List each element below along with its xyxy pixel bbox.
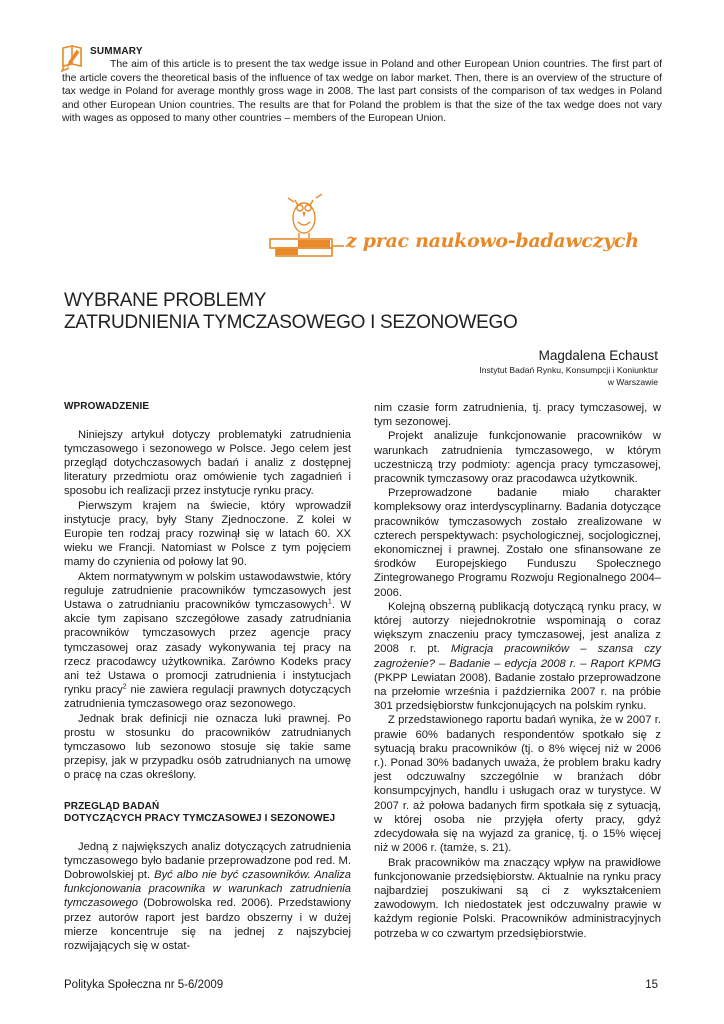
- italic-title: Migracja pracowników – szansa czy zagrożenie? – Badanie – edycja 2008 r. – Raport KPMG: [374, 643, 661, 670]
- paragraph-text: . W akcie tym zapisano szczegółowe zasady zatrudniania pracowników tymczasowych przez agencje pracy tymczasowej oraz zasady wykonywania tej pracy na rzecz pracodawcy użytkownika. Zarówno Kodeks pracy ani też Ustawa o promocji zatrudnienia i instytucjach rynku pracy: [64, 598, 351, 697]
- summary-title: SUMMARY: [90, 46, 143, 57]
- article-title: [64, 290, 524, 334]
- paragraph: nim czasie form zatrudnienia, tj. pracy tymczasowej, w tym sezonowej.: [374, 402, 661, 429]
- right-column: [374, 401, 661, 941]
- journal-footer: Polityka Społeczna nr 5-6/2009: [64, 979, 224, 991]
- paragraph-text: (PKPP Lewiatan 2008). Badanie zostało przeprowadzone na przełomie września i października 2007 r. na próbie 301 przedsiębiorstw funkcjonujących na polskim rynku.: [374, 671, 661, 713]
- paragraph: Przeprowadzone badanie miało charakter kompleksowy oraz interdyscyplinarny. Badania dotyczące pracowników tymczasowych zostało zrealizowane w czterech perspektywach: psychologicznej, socjologicznej, ekonomicznej i prawnej. Zostało one sfinansowane ze środków Europejskiego Funduszu Społecznego Zintegrowanego Programu Rozwoju Regionalnego 2004–2006.: [374, 487, 661, 599]
- page-number: 15: [645, 979, 658, 991]
- paragraph: Projekt analizuje funkcjonowanie pracowników w warunkach zatrudnienia tymczasowego, w którym uczestniczą trzy podmioty: agencja pracy tymczasowej, pracownik tymczasowy oraz pracodawca użytkownik.: [374, 430, 661, 486]
- left-column: [64, 401, 351, 953]
- paragraph-text: Jedną z największych analiz dotyczących zatrudnienia tymczasowego było badanie przeprowadzone pod red. M. Dobrowolskiej pt.: [64, 840, 351, 881]
- paragraph-text: Aktem normatywnym w polskim ustawodawstwie, który reguluje zatrudnienie pracowników tymczasowych jest Ustawa o zatrudnianiu pracowników tymczasowych: [64, 570, 351, 611]
- paragraph: Brak pracowników ma znaczący wpływ na prawidłowe funkcjonowanie przedsiębiorstw. Aktualnie na rynku pracy najbardziej poszukiwani są ci z wykształceniem zawodowym. Ich niedostatek jest odczuwalny prawie w każdym regionie Polski. Pracowników administracyjnych potrzeba w co czwartym przedsiębiorstwie.: [374, 856, 661, 940]
- author-affiliation: [398, 365, 658, 388]
- heading-line-1: PRZEGLĄD BADAŃ: [64, 800, 160, 812]
- summary-text: The aim of this article is to present the tax wedge issue in Poland and other European Union countries. The first part of the article covers the theoretical basis of the influence of tax wedge on labor market. Then, there is an overview of the structure of tax wedge in Poland for average monthly gross wage in 2008. The last part consists of the comparison of tax wedges in Poland and other European Union countries. The results are that for Poland the problem is that the size of the tax wedge does not vary with wages as opposed to many other countries – members of the European Union.: [62, 59, 662, 125]
- heading-line-2: DOTYCZĄCYCH PRACY TYMCZASOWEJ I SEZONOWEJ: [64, 813, 336, 825]
- affiliation-line-1: Instytut Badań Rynku, Konsumpcji i Koniunktur: [479, 365, 658, 375]
- paragraph: Z przedstawionego raportu badań wynika, że w 2007 r. prawie 60% badanych respondentów spotkało się z sytuacją braku pracowników (tj. o 8% więcej niż w 2006 r.). Ponad 30% badanych uważa, że problem braku kadry jest odczuwalny szczególnie w branżach dóbr konsumpcyjnych, handlu i usługach oraz w turystyce. W 2007 r. aż połowa badanych firm spotkała się z sytuacją, w której osoba nie przyjęła oferty pracy, gdyż zdecydowała się na wyjazd za granicę, tj. o 15% więcej niż w 2006 r. (tamże, s. 21).: [374, 714, 661, 855]
- section-heading-review: [64, 801, 351, 826]
- paragraph: [64, 570, 351, 712]
- italic-title: Być albo nie być czasowników. Analiza funkcjonowania pracownika w warunkach zatrudnienia tymczasowego: [64, 868, 351, 910]
- section-heading-intro: WPROWADZENIE: [64, 401, 150, 412]
- paragraph: Niniejszy artykuł dotyczy problematyki zatrudnienia tymczasowego i sezonowego w Polsce. Jego celem jest przegląd dotychczasowych badań i analiz z dostępnej literatury przedmiotu oraz omówienie tych zagadnień i sposobu ich realizacji przez instytucje rynku pracy.: [64, 428, 351, 498]
- author-name: Magdalena Echaust: [538, 348, 658, 363]
- article-title-line-2: ZATRUDNIENIA TYMCZASOWEGO I SEZONOWEGO: [64, 312, 518, 333]
- paragraph: [374, 600, 661, 714]
- section-banner-title: z prac naukowo-badawczych: [346, 230, 639, 252]
- paragraph-text: (Dobrowolska red. 2006). Przedstawiony przez autorów raport jest bardzo obszerny i w dużej mierze koncentruje się na jednej z najszybciej rozwijających się w ostat-: [64, 897, 351, 952]
- paragraph-text: nie zawiera regulacji prawnych dotyczących zatrudnienia tymczasowego oraz sezonowego.: [64, 684, 352, 711]
- footnote-ref: 2: [122, 683, 127, 691]
- paragraph-text: Kolejną obszerną publikacją dotyczącą rynku pracy, w której autorzy niejednokrotnie wspominają o coraz większym znaczeniu pracy tymczasowej, jest analiza z 2008 r. pt.: [374, 600, 661, 656]
- footnote-ref: 1: [327, 598, 332, 606]
- affiliation-line-2: w Warszawie: [607, 376, 658, 387]
- paragraph: Pierwszym krajem na świecie, który wprowadził instytucje pracy, były Stany Zjednoczone. Z kolei w Europie ten rodzaj pracy rozwinął się w latach 60. XX wieku we Francji. Natomiast w Polsce z tym pojęciem mamy do czynienia od połowy lat 90.: [64, 499, 351, 569]
- paragraph: [64, 840, 351, 954]
- paragraph: Jednak brak definicji nie oznacza luki prawnej. Po prostu w stosunku do pracowników zatrudnianych tymczasowo lub sezonowo stosuje się takie same przepisy, jak w przypadku osób zatrudnianych na umowę o pracę na czas określony.: [64, 712, 351, 782]
- article-title-line-1: WYBRANE PROBLEMY: [64, 290, 267, 311]
